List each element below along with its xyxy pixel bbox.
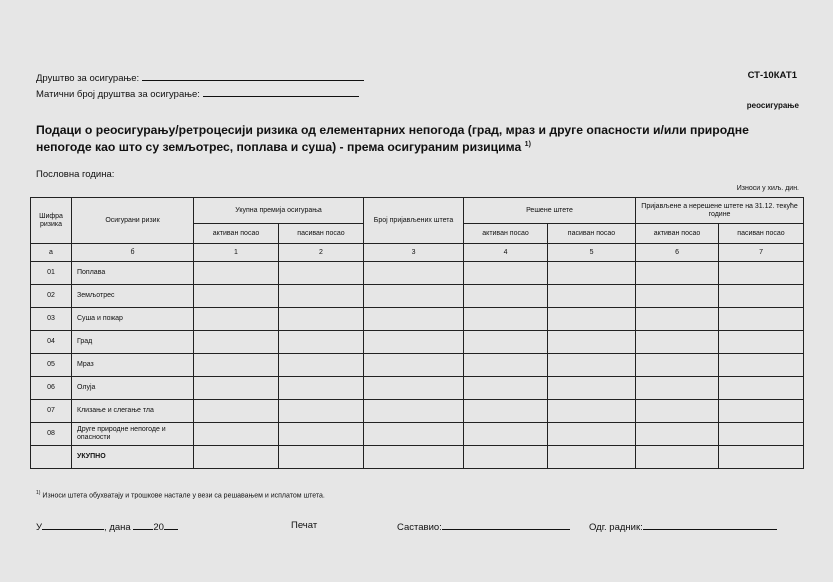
- company-line: [36, 71, 364, 84]
- input-cell[interactable]: [364, 446, 464, 469]
- reg-line: [36, 87, 359, 100]
- reg-label: Матични број друштва за осигурање:: [36, 89, 200, 100]
- footnote-marker: 1): [36, 490, 41, 496]
- input-cell[interactable]: [194, 446, 279, 469]
- col-code-header: Шифра ризика: [31, 198, 72, 244]
- input-cell[interactable]: [719, 423, 804, 446]
- table-row: [31, 308, 804, 331]
- table-row: [31, 354, 804, 377]
- risk-code: 02: [31, 285, 72, 308]
- input-cell[interactable]: [636, 400, 719, 423]
- risk-name: Град: [72, 331, 194, 354]
- header-row-1: [31, 198, 804, 224]
- index-cell: 6: [636, 244, 719, 262]
- input-cell[interactable]: [548, 377, 636, 400]
- input-cell[interactable]: [279, 354, 364, 377]
- index-cell: а: [31, 244, 72, 262]
- stamp-label: Печат: [291, 520, 318, 531]
- index-cell: 5: [548, 244, 636, 262]
- col-settled-header: Решене штете: [464, 198, 636, 224]
- input-cell[interactable]: [548, 400, 636, 423]
- year-field[interactable]: [164, 520, 178, 530]
- risk-name: Мраз: [72, 354, 194, 377]
- input-cell[interactable]: [719, 446, 804, 469]
- risk-code: 07: [31, 400, 72, 423]
- officer-field[interactable]: [643, 520, 777, 530]
- settled-passive-header: пасиван посао: [548, 224, 636, 244]
- index-cell: 3: [364, 244, 464, 262]
- officer-label: Одг. радник:: [589, 522, 643, 533]
- input-cell[interactable]: [548, 354, 636, 377]
- risk-name: Друге природне непогоде и опасности: [72, 423, 194, 446]
- compiled-line: [397, 520, 570, 533]
- table-row: [31, 331, 804, 354]
- input-cell[interactable]: [279, 262, 364, 285]
- input-cell[interactable]: [364, 331, 464, 354]
- risk-code: 06: [31, 377, 72, 400]
- input-cell[interactable]: [636, 308, 719, 331]
- compiled-field[interactable]: [442, 520, 570, 530]
- input-cell[interactable]: [364, 262, 464, 285]
- amounts-note: Износи у хиљ. дин.: [736, 185, 799, 192]
- index-cell: 7: [719, 244, 804, 262]
- col-reported-header: Пријављене а нерешене штете на 31.12. текуће године: [636, 198, 804, 224]
- reported-active-header: активан посао: [636, 224, 719, 244]
- total-row: [31, 446, 804, 469]
- footnote-text: Износи штета обухватају и трошкове настале у вези са решавањем и исплатом штета.: [42, 492, 325, 500]
- input-cell[interactable]: [464, 423, 548, 446]
- reg-field[interactable]: [203, 87, 359, 97]
- input-cell[interactable]: [719, 285, 804, 308]
- input-cell[interactable]: [636, 331, 719, 354]
- risk-code: 03: [31, 308, 72, 331]
- input-cell[interactable]: [194, 377, 279, 400]
- premium-active-header: активан посао: [194, 224, 279, 244]
- company-label: Друштво за осигурање:: [36, 73, 140, 84]
- risk-name: Земљотрес: [72, 285, 194, 308]
- index-cell: 2: [279, 244, 364, 262]
- risk-table: [30, 197, 804, 469]
- input-cell[interactable]: [194, 331, 279, 354]
- input-cell[interactable]: [719, 262, 804, 285]
- footnote: [36, 490, 325, 499]
- col-premium-header: Укупна премија осигурања: [194, 198, 364, 224]
- input-cell[interactable]: [719, 377, 804, 400]
- input-cell[interactable]: [548, 308, 636, 331]
- index-cell: 1: [194, 244, 279, 262]
- input-cell[interactable]: [636, 377, 719, 400]
- input-cell[interactable]: [194, 308, 279, 331]
- settled-active-header: активан посао: [464, 224, 548, 244]
- premium-passive-header: пасиван посао: [279, 224, 364, 244]
- risk-name: Суша и пожар: [72, 308, 194, 331]
- input-cell[interactable]: [636, 423, 719, 446]
- place-date-line: [36, 520, 178, 533]
- input-cell[interactable]: [464, 308, 548, 331]
- input-cell[interactable]: [636, 285, 719, 308]
- risk-code: 04: [31, 331, 72, 354]
- input-cell[interactable]: [364, 285, 464, 308]
- form-sub: реосигурање: [746, 101, 799, 110]
- table-row: [31, 262, 804, 285]
- input-cell[interactable]: [279, 400, 364, 423]
- risk-code: 01: [31, 262, 72, 285]
- risk-name: Олуја: [72, 377, 194, 400]
- input-cell[interactable]: [636, 354, 719, 377]
- input-cell[interactable]: [364, 308, 464, 331]
- input-cell[interactable]: [279, 331, 364, 354]
- place-field[interactable]: [42, 520, 104, 530]
- total-code-cell: [31, 446, 72, 469]
- risk-name: Поплава: [72, 262, 194, 285]
- input-cell[interactable]: [464, 262, 548, 285]
- title-footnote-marker: 1): [524, 140, 531, 148]
- risk-code: 08: [31, 423, 72, 446]
- input-cell[interactable]: [636, 262, 719, 285]
- table-row: [31, 285, 804, 308]
- officer-line: [589, 520, 777, 533]
- input-cell[interactable]: [279, 446, 364, 469]
- business-year-label: Пословна година:: [36, 169, 115, 180]
- date-field[interactable]: [133, 520, 153, 530]
- input-cell[interactable]: [194, 400, 279, 423]
- reported-passive-header: пасиван посао: [719, 224, 804, 244]
- date-label: , дана: [104, 522, 131, 533]
- input-cell[interactable]: [279, 285, 364, 308]
- risk-name: Клизање и слегање тла: [72, 400, 194, 423]
- input-cell[interactable]: [719, 308, 804, 331]
- company-field[interactable]: [142, 71, 364, 81]
- input-cell[interactable]: [464, 446, 548, 469]
- input-cell[interactable]: [279, 308, 364, 331]
- index-cell: 4: [464, 244, 548, 262]
- input-cell[interactable]: [194, 354, 279, 377]
- input-cell[interactable]: [719, 400, 804, 423]
- total-label: УКУПНО: [72, 446, 194, 469]
- input-cell[interactable]: [464, 354, 548, 377]
- form-code: СТ-10КАТ1: [747, 70, 797, 81]
- input-cell[interactable]: [364, 400, 464, 423]
- form-title: [36, 123, 806, 154]
- input-cell[interactable]: [464, 377, 548, 400]
- risk-code: 05: [31, 354, 72, 377]
- title-text: Подаци о реосигурању/ретроцесији ризика од елементарних непогода (град, мраз и друге опасности и/или природне непогоде као што су земљотрес, поплава и суша) - према осигураним ризицима: [36, 123, 749, 154]
- input-cell[interactable]: [364, 377, 464, 400]
- input-cell[interactable]: [194, 423, 279, 446]
- table-row: [31, 423, 804, 446]
- compiled-label: Саставио:: [397, 522, 442, 533]
- index-row: [31, 244, 804, 262]
- input-cell[interactable]: [548, 331, 636, 354]
- table-row: [31, 400, 804, 423]
- input-cell[interactable]: [719, 354, 804, 377]
- table-row: [31, 377, 804, 400]
- index-cell: б: [72, 244, 194, 262]
- input-cell[interactable]: [364, 354, 464, 377]
- input-cell[interactable]: [548, 262, 636, 285]
- input-cell[interactable]: [719, 331, 804, 354]
- input-cell[interactable]: [548, 423, 636, 446]
- input-cell[interactable]: [464, 285, 548, 308]
- col-claims-count-header: Број пријављених штета: [364, 198, 464, 244]
- input-cell[interactable]: [464, 331, 548, 354]
- input-cell[interactable]: [364, 423, 464, 446]
- input-cell[interactable]: [464, 400, 548, 423]
- input-cell[interactable]: [548, 446, 636, 469]
- input-cell[interactable]: [279, 423, 364, 446]
- place-prefix: У: [36, 522, 43, 533]
- input-cell[interactable]: [194, 285, 279, 308]
- year-prefix: 20: [153, 522, 164, 533]
- input-cell[interactable]: [636, 446, 719, 469]
- input-cell[interactable]: [279, 377, 364, 400]
- input-cell[interactable]: [548, 285, 636, 308]
- input-cell[interactable]: [194, 262, 279, 285]
- col-risk-header: Осигурани ризик: [72, 198, 194, 244]
